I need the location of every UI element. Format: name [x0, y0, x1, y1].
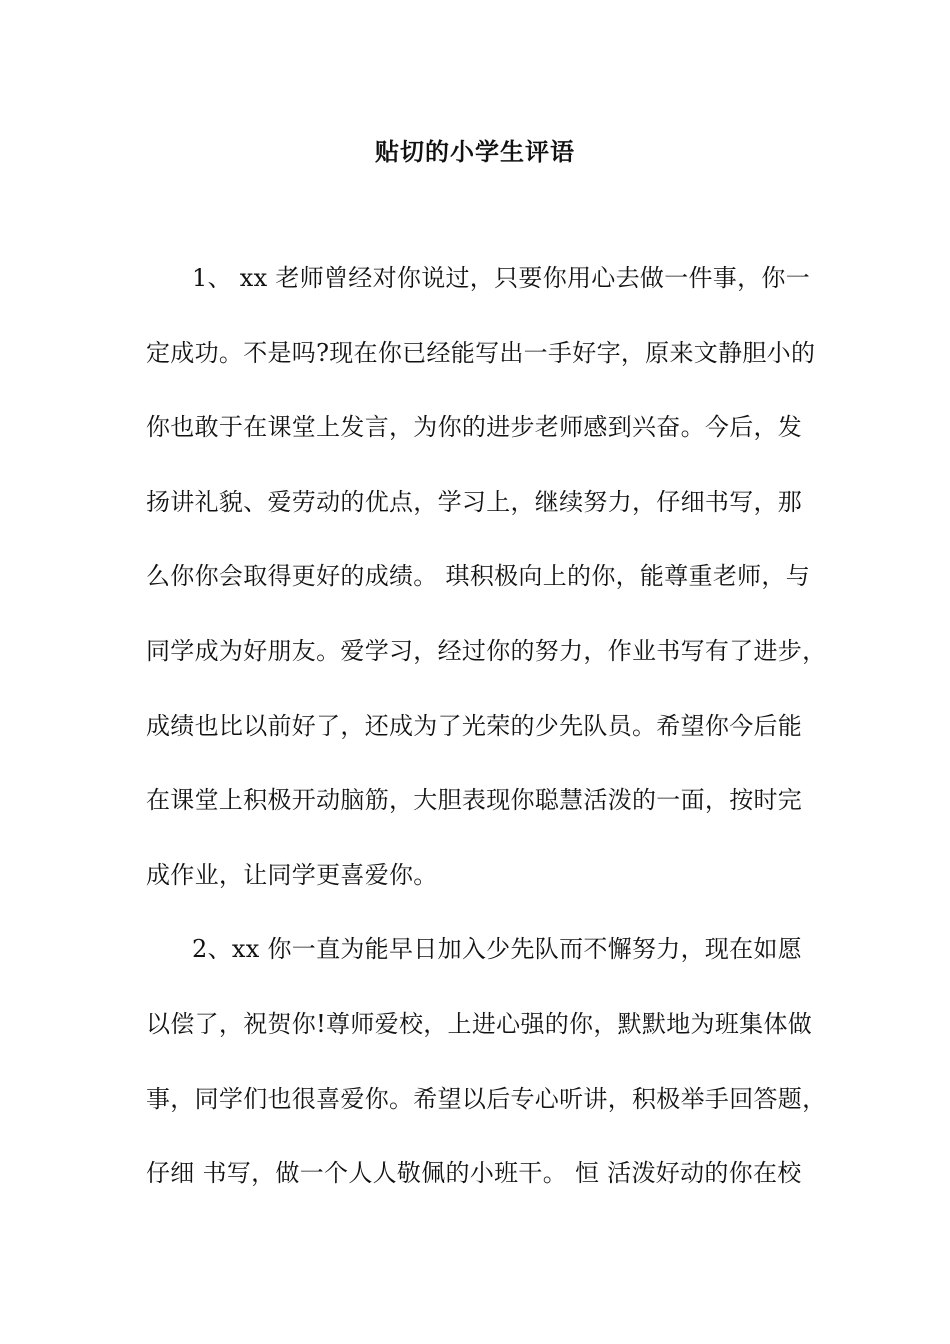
- body-line: 么你你会取得更好的成绩。 琪积极向上的你，能尊重老师，与: [146, 562, 811, 591]
- document-title: 贴切的小学生评语: [375, 138, 575, 166]
- body-line: 以偿了，祝贺你!尊师爱校，上进心强的你，默默地为班集体做: [146, 1009, 813, 1038]
- document-body: [146, 258, 827, 1228]
- body-line: 同学成为好朋友。爱学习，经过你的努力，作业书写有了进步，: [146, 636, 827, 665]
- body-line: 成绩也比以前好了，还成为了光荣的少先队员。希望你今后能: [146, 711, 803, 740]
- body-line: 在课堂上积极开动脑筋，大胆表现你聪慧活泼的一面，按时完: [146, 786, 803, 815]
- body-line: 1、 xx 老师曾经对你说过，只要你用心去做一件事，你一: [192, 264, 810, 292]
- body-line: 定成功。不是吗?现在你已经能写出一手好字，原来文静胆小的: [146, 338, 816, 367]
- body-line: 成作业，让同学更喜爱你。: [146, 860, 438, 889]
- body-line: 扬讲礼貌、爱劳动的优点，学习上，继续努力，仔细书写，那: [146, 487, 803, 516]
- body-line: 2、xx 你一直为能早日加入少先队而不懈努力，现在如愿: [192, 935, 803, 964]
- body-line: 事，同学们也很喜爱你。希望以后专心听讲，积极举手回答题，: [146, 1084, 827, 1113]
- body-line: 你也敢于在课堂上发言，为你的进步老师感到兴奋。今后，发: [146, 413, 803, 442]
- body-line: 仔细 书写，做一个人人敬佩的小班干。 恒 活泼好动的你在校: [146, 1159, 802, 1188]
